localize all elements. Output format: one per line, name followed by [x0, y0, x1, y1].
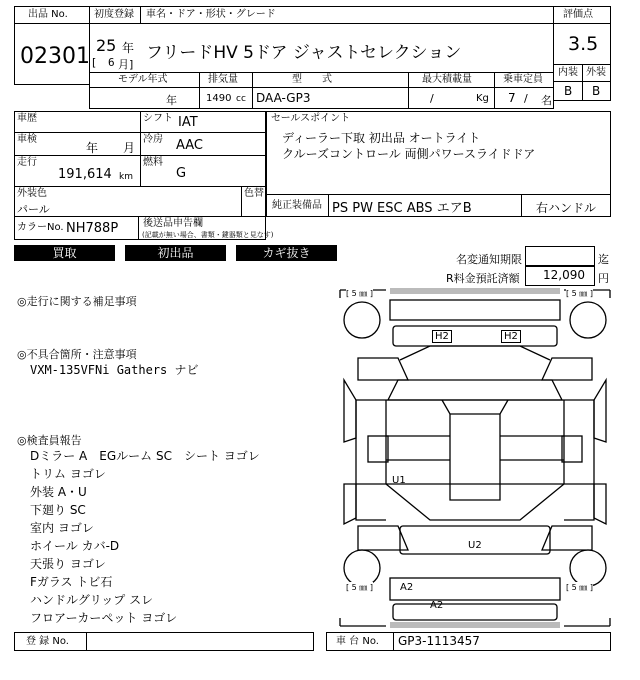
ac: AAC	[176, 138, 203, 153]
history-label: 車歴	[17, 113, 37, 124]
inspector-line: フロアーカーペット ヨゴレ	[30, 611, 178, 625]
exterior-color: パール	[17, 203, 50, 216]
sales-point-line1: ディーラー下取 初出品 オートライト	[282, 131, 481, 145]
divider	[140, 111, 141, 186]
defects-heading: ◎不具合箇所・注意事項	[17, 348, 137, 361]
inspector-line: 外装 A・U	[30, 485, 87, 499]
tire-gauge-bar	[390, 288, 560, 294]
capacity: 7	[508, 91, 516, 105]
damage-mark-u1: U1	[392, 475, 406, 486]
reg-no-value-box	[86, 632, 314, 651]
divider	[241, 186, 242, 217]
inspector-line: 下廻り SC	[30, 503, 86, 517]
type-label: 型 式	[292, 74, 332, 85]
tire-depth-front-right: [ 5 ㎜ ]	[566, 289, 593, 298]
sales-point-line2: クルーズコントロール 両側パワースライドドア	[282, 147, 536, 161]
damage-mark-h2-right: H2	[501, 330, 521, 343]
damage-mark-h2-left: H2	[432, 330, 452, 343]
inspector-line: Fガラス トビ石	[30, 575, 113, 589]
max-load-slash: /	[430, 92, 434, 105]
exterior-label: 外装	[586, 67, 606, 78]
exterior-score: B	[592, 84, 601, 98]
badge-buy: 買取	[14, 245, 115, 261]
lot-label: 出品 No.	[28, 9, 68, 20]
displacement-unit: cc	[236, 94, 246, 104]
divider	[14, 155, 266, 156]
reg-month-unit: 月]	[118, 58, 134, 71]
inspector-line: ホイール カバ-D	[30, 539, 120, 553]
type: DAA-GP3	[256, 91, 311, 105]
divider	[14, 132, 266, 133]
divider	[252, 72, 253, 109]
notice-box	[525, 246, 595, 266]
interior-label: 内装	[558, 67, 578, 78]
chassis-no: GP3-1113457	[398, 634, 480, 648]
tire-gauge-bar	[390, 622, 560, 628]
divider	[494, 72, 495, 109]
model-year-label: モデル年式	[118, 74, 168, 85]
displacement-label: 排気量	[208, 74, 238, 85]
inspector-heading: ◎検査員報告	[17, 434, 82, 447]
inspector-line: Dミラー A EGルーム SC シート ヨゴレ	[30, 449, 260, 463]
equipment: PS PW ESC ABS エアB	[332, 201, 472, 216]
badge-key-removed: カギ抜き	[236, 245, 337, 261]
inspector-line: ハンドルグリップ スレ	[30, 593, 154, 607]
inspection-year-unit: 年	[86, 141, 99, 155]
shift: IAT	[178, 115, 198, 130]
color-no-label: カラーNo.	[17, 222, 64, 233]
car-name-label: 車名・ドア・形状・グレード	[146, 9, 276, 20]
car-diagram	[338, 288, 612, 628]
inspection-label: 車検	[17, 134, 37, 145]
score: 3.5	[568, 33, 599, 55]
handle: 右ハンドル	[536, 201, 597, 215]
tire-depth-rear-left: [ 5 ㎜ ]	[346, 583, 373, 592]
divider	[199, 72, 200, 109]
badge-first-listing: 初出品	[125, 245, 226, 261]
recycle-value: 12,090	[543, 268, 585, 282]
inspection-month-unit: 月	[123, 141, 136, 155]
recycle-label: R料金預託済額	[446, 272, 520, 285]
capacity-label: 乗車定員	[503, 74, 543, 85]
lot-number: 02301	[20, 44, 90, 69]
interior-score: B	[564, 84, 573, 98]
ac-label: 冷房	[143, 134, 163, 145]
post-sale-note: (記載が無い場合、書類・鍵器類と見なす)	[142, 231, 274, 239]
score-label: 評価点	[563, 9, 593, 20]
damage-mark-a2-rear: A2	[400, 582, 414, 593]
shift-label: シフト	[143, 113, 173, 124]
damage-mark-a2-bumper: A2	[430, 600, 444, 611]
model-year-unit: 年	[166, 94, 177, 107]
equipment-label: 純正装備品	[272, 200, 322, 211]
displacement: 1490	[206, 93, 232, 104]
reg-year: 25	[96, 36, 117, 55]
divider	[408, 72, 409, 109]
fuel: G	[176, 166, 187, 181]
divider	[14, 186, 266, 187]
tire-depth-front-left: [ 5 ㎜ ]	[346, 289, 373, 298]
inspector-line: 室内 ヨゴレ	[30, 521, 94, 535]
color-no: NH788P	[66, 221, 119, 236]
exterior-color-label: 外装色	[17, 188, 47, 199]
defect-line: VXM-135VFNi Gathers ナビ	[30, 363, 199, 377]
mileage: 191,614	[58, 167, 112, 182]
inspector-line: トリム ヨゴレ	[30, 467, 106, 481]
notice-unit: 迄	[598, 253, 609, 266]
reg-no-label: 登 録 No.	[26, 636, 69, 647]
damage-mark-u2: U2	[468, 540, 482, 551]
max-load-label: 最大積載量	[422, 74, 472, 85]
reg-month-open: [	[92, 56, 97, 69]
color-change-label: 色替	[244, 188, 264, 199]
reg-year-unit: 年	[122, 41, 135, 55]
recycle-unit: 円	[598, 272, 609, 285]
reg-month: 6	[108, 56, 115, 69]
capacity-sep: /	[524, 92, 528, 105]
chassis-label: 車 台 No.	[336, 636, 379, 647]
inspector-line: 天張り ヨゴレ	[30, 557, 106, 571]
mileage-unit: km	[119, 172, 133, 182]
fuel-label: 燃料	[143, 157, 163, 168]
sales-point-label: セールスポイント	[271, 113, 351, 124]
car-name: フリードHV 5ドア ジャストセレクション	[146, 43, 462, 63]
capacity-unit: 名	[541, 94, 552, 107]
tire-depth-rear-right: [ 5 ㎜ ]	[566, 583, 593, 592]
first-reg-label: 初度登録	[94, 9, 134, 20]
post-sale-label: 後送品申告欄	[143, 218, 203, 229]
driving-notes-heading: ◎走行に関する補足事項	[17, 295, 137, 308]
max-load-unit: Kg	[476, 93, 489, 104]
mileage-label: 走行	[17, 157, 37, 168]
notice-label: 名変通知期限	[456, 253, 522, 266]
